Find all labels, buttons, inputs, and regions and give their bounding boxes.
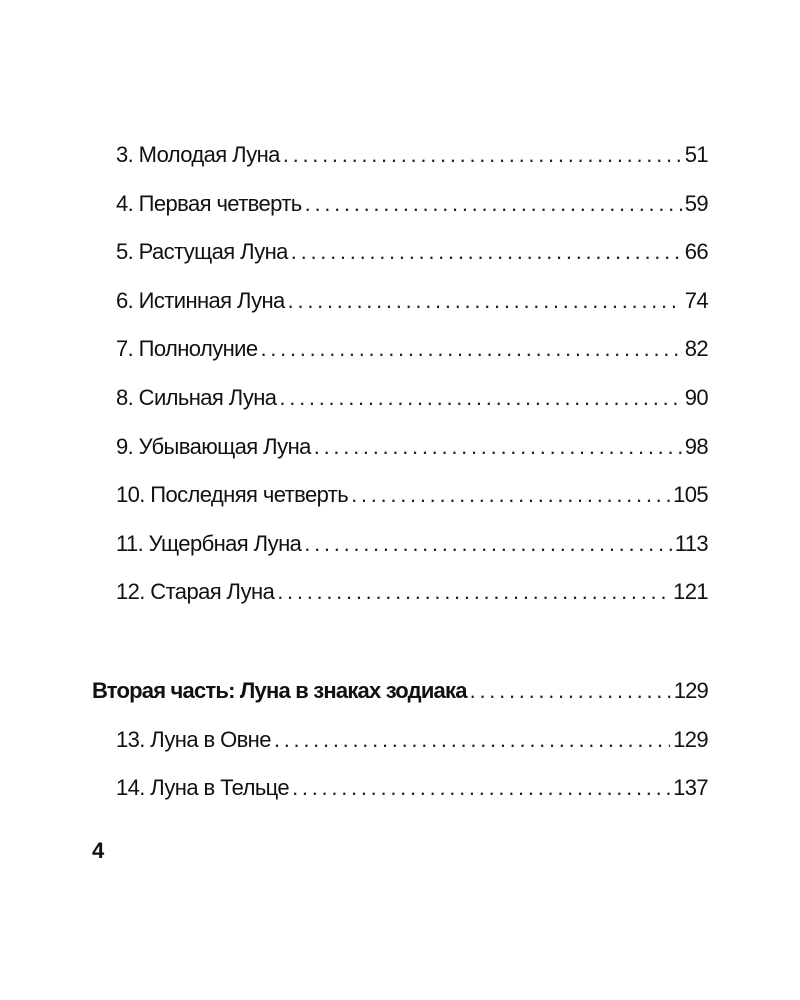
toc-leader-dots <box>279 385 681 411</box>
toc-entry <box>92 336 708 385</box>
toc-entry-title: 8. Сильная Луна <box>116 384 277 410</box>
toc-entry <box>92 727 708 776</box>
toc-entry-page: 82 <box>684 336 708 362</box>
toc-leader-dots <box>305 191 682 217</box>
toc-leader-dots <box>351 482 670 508</box>
toc-entry-title: 9. Убывающая Луна <box>116 433 311 459</box>
toc-entry <box>92 191 708 240</box>
toc-entry-page: 121 <box>673 579 708 605</box>
toc-part-title: Вторая часть: Луна в знаках зодиака <box>92 677 467 703</box>
toc-entry <box>92 142 708 191</box>
table-of-contents <box>92 142 708 824</box>
toc-leader-dots <box>277 579 670 605</box>
toc-entry-page: 98 <box>684 433 708 459</box>
section-spacer <box>92 628 708 678</box>
toc-entry-title: 3. Молодая Луна <box>116 142 280 167</box>
toc-entry-page: 137 <box>673 775 708 801</box>
toc-entry-title: 14. Луна в Тельце <box>116 775 290 801</box>
toc-entry-page: 90 <box>684 384 708 410</box>
toc-leader-dots <box>470 678 671 704</box>
toc-entry-page: 105 <box>673 482 708 508</box>
toc-entry-title: 10. Последняя четверть <box>116 482 349 508</box>
toc-leader-dots <box>292 775 670 801</box>
toc-entry <box>92 385 708 434</box>
toc-leader-dots <box>304 531 671 557</box>
toc-entry <box>92 482 708 531</box>
toc-entry-page: 66 <box>684 239 708 265</box>
toc-entry-page: 129 <box>673 726 708 752</box>
toc-entry <box>92 434 708 483</box>
toc-entry <box>92 531 708 580</box>
toc-entry-title: 11. Ущербная Луна <box>116 530 302 556</box>
toc-entry-title: 12. Старая Луна <box>116 579 275 605</box>
toc-entry-title: 4. Первая четверть <box>116 190 302 216</box>
toc-entry <box>92 579 708 628</box>
toc-part-heading <box>92 678 708 727</box>
toc-entry <box>92 288 708 337</box>
toc-part-page: 129 <box>673 677 708 703</box>
toc-leader-dots <box>314 434 682 460</box>
toc-entry-title: 7. Полнолуние <box>116 336 258 362</box>
toc-entry <box>92 775 708 824</box>
toc-leader-dots <box>288 288 682 314</box>
toc-entry-page: 59 <box>684 190 708 216</box>
toc-leader-dots <box>283 142 682 168</box>
toc-leader-dots <box>260 336 681 362</box>
toc-entry-page: 74 <box>684 287 708 313</box>
page-number: 4 <box>92 838 105 863</box>
toc-entry-page: 113 <box>674 530 708 556</box>
toc-entry-title: 13. Луна в Овне <box>116 726 271 752</box>
toc-entry-page: 51 <box>684 142 708 167</box>
toc-entry-title: 5. Растущая Луна <box>116 239 288 265</box>
toc-leader-dots <box>291 239 682 265</box>
toc-entry-title: 6. Истинная Луна <box>116 287 285 313</box>
toc-leader-dots <box>274 727 670 753</box>
toc-entry <box>92 239 708 288</box>
